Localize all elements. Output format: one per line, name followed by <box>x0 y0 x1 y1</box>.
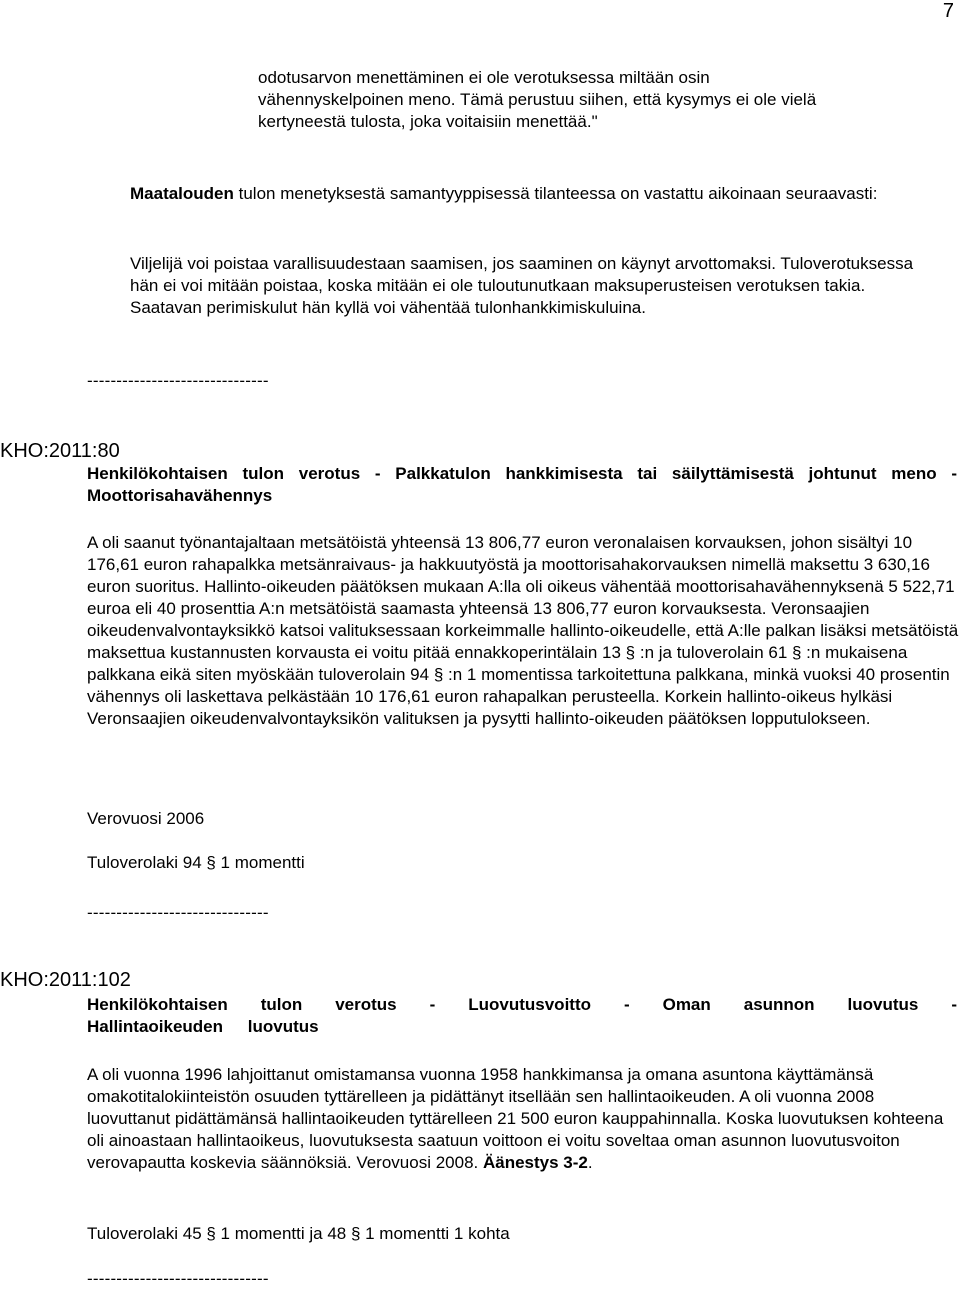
page-number: 7 <box>942 0 954 22</box>
intro-paragraph <box>130 183 910 205</box>
separator-line: ------------------------------- <box>87 371 269 390</box>
answer-paragraph: Viljelijä voi poistaa varallisuudestaan saamisen, jos saaminen on käynyt arvottomaksi. Tuloverotuksessa hän ei voi mitään poistaa, koska mitään ei ole tuloutunutkaan maksuperusteisen verotuksen takia. Saatavan perimiskulut hän kyllä voi vähentää tulonhankkimiskuluina. <box>130 254 914 317</box>
vote-suffix: . <box>587 1153 593 1172</box>
quote-paragraph: odotusarvon menettäminen ei ole verotuksessa miltään osin vähennyskelpoinen meno. Tämä perustuu siihen, että kysymys ei ole vielä kertyneestä tulosta, joka voitaisiin menettää." <box>258 68 817 131</box>
vote-result: Äänestys 3-2 <box>482 1153 588 1172</box>
case-id: KHO:2011:80 <box>0 440 120 462</box>
separator-line: ------------------------------- <box>87 1269 269 1288</box>
case-body <box>87 1064 959 1174</box>
case-law-reference: Tuloverolaki 94 § 1 momentti <box>87 853 305 872</box>
separator-line: ------------------------------- <box>87 903 269 922</box>
case-tax-year: Verovuosi 2006 <box>87 809 205 828</box>
case-body: A oli saanut työnantajaltaan metsätöistä yhteensä 13 806,77 euron veronalaisen korvauksen, johon sisältyi 10 176,61 euron rahapalkka metsänraivaus- ja hakkuutyöstä ja moottorisahakorvauksen nimellä maksettu 3 630,16 euron suoritus. Hallinto-oikeuden päätöksen mukaan A:lla oli oikeus vähentää moottorisahavähennyksenä 5 522,71 euroa eli 40 prosenttia A:n metsätöistä saamasta yhteensä 13 806,77 euron korvauksesta. Veronsaajien oikeudenvalvontayksikkö katsoi valituksessaan korkeimmalle hallinto-oikeudelle, että A:lle palkan lisäksi metsätöistä maksettua kustannusten korvausta ei voitu pitää ennakkoperintälain 13 § :n ja tuloverolain 61 § :n mukaisena palkkana eikä siten myöskään tuloverolain 94 § :n 1 momentissa tarkoitettuna palkkana, minkä vuoksi 40 prosentin vähennys oli laskettava pelkästään 10 176,61 euron rahapalkan perusteella. Korkein hallinto-oikeus hylkäsi Veronsaajien oikeudenvalvontayksikön valituksen ja pysytti hallinto-oikeuden päätöksen lopputulokseen. <box>87 533 959 728</box>
case-title: Henkilökohtaisen tulon verotus - Luovutusvoitto - Oman asunnon luovutus - Hallintaoikeuden luovutus <box>87 995 957 1036</box>
intro-rest: tulon menetyksestä samantyyppisessä tilanteessa on vastattu aikoinaan seuraavasti: <box>233 184 878 203</box>
case-id: KHO:2011:102 <box>0 969 131 991</box>
intro-bold-word: Maatalouden <box>130 184 234 203</box>
case-title: Henkilökohtaisen tulon verotus - Palkkatulon hankkimisesta tai säilyttämisestä johtunut meno - Moottorisahavähennys <box>87 464 957 505</box>
case-body-text: A oli vuonna 1996 lahjoittanut omistamansa vuonna 1958 hankkimansa ja omana asuntona käyttämänsä omakotitalokiinteistön osuuden tyttärelleen ja pidättänyt itsellään sen hallintaoikeuden. A oli vuonna 2008 luovuttanut pidättämänsä hallintaoikeuden tyttärelleen 21 500 euron kauppahinnalla. Koska luovutuksen kohteena oli ainoastaan hallintaoikeus, luovutuksesta saatuun voittoon ei voitu soveltaa oman asunnon luovutusvoiton verovapautta koskevia säännöksiä. Verovuosi 2008. <box>87 1065 944 1172</box>
case-law-reference: Tuloverolaki 45 § 1 momentti ja 48 § 1 momentti 1 kohta <box>87 1224 510 1243</box>
